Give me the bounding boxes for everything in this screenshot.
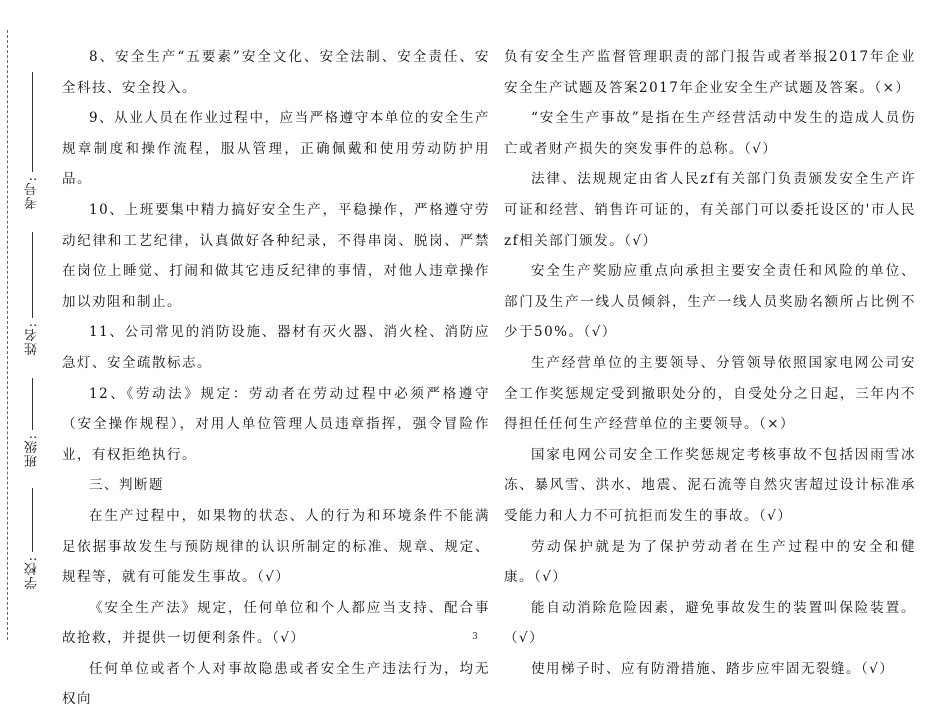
name-blank	[32, 232, 33, 318]
school-field	[12, 488, 52, 589]
right-column	[504, 42, 916, 684]
paragraph: 12、《劳动法》规定：劳动者在劳动过程中必须严格遵守（安全操作规程），对用人单位管理人员违章指挥，强令冒险作业，有权拒绝执行。	[62, 385, 490, 463]
school-label: 学校:	[24, 556, 40, 590]
paragraph: 国家电网公司安全工作奖惩规定考核事故不包括因雨雪冰冻、暴风雪、洪水、地震、泥石流等自然灾害超过设计标准承受能力和人力不可抗拒而发生的事故。（√）	[504, 446, 916, 524]
paragraph: 使用梯子时、应有防滑措施、踏步应牢固无裂缝。（√）	[531, 660, 895, 677]
paragraph: 11、公司常见的消防设施、器材有灭火器、消火栓、消防应急灯、安全疏散标志。	[62, 324, 490, 371]
binding-dashed-line	[7, 30, 8, 640]
left-column	[62, 42, 490, 715]
paragraph: 安全生产奖励应重点向承担主要安全责任和风险的单位、部门及生产一线人员倾斜，生产一线人员奖励名额所占比例不少于50%。（√）	[504, 263, 916, 341]
class-label: 班级:	[24, 434, 40, 468]
paragraph: “安全生产事故”是指在生产经营活动中发生的造成人员伤亡或者财产损失的突发事件的总称。（√）	[504, 110, 916, 157]
page-number: 3	[472, 632, 478, 642]
paragraph: 8、安全生产“五要素”安全文化、安全法制、安全责任、安全科技、安全投入。	[62, 49, 490, 96]
paragraph: 9、从业人员在作业过程中，应当严格遵守本单位的安全生产规章制度和操作流程，服从管理，正确佩戴和使用劳动防护用品。	[62, 110, 490, 188]
class-blank	[32, 378, 33, 430]
section-heading: 三、判断题	[89, 477, 164, 494]
paragraph: 生产经营单位的主要领导、分管领导依照国家电网公司安全工作奖惩规定受到撤职处分的，自受处分之日起，三年内不得担任任何生产经营单位的主要领导。（×）	[504, 354, 916, 433]
school-blank	[32, 488, 33, 552]
paragraph: 10、上班要集中精力搞好安全生产，平稳操作，严格遵守劳动纪律和工艺纪律，认真做好各种纪录，不得串岗、脱岗、严禁在岗位上睡觉、打闹和做其它违反纪律的事情，对他人违章操作加以劝阻和制止。	[62, 201, 490, 310]
paragraph: 劳动保护就是为了保护劳动者在生产过程中的安全和健康。（√）	[504, 538, 916, 586]
paragraph: 负有安全生产监督管理职责的部门报告或者举报2017年企业安全生产试题及答案2017年企业安全生产试题及答案。（×）	[504, 49, 916, 96]
exam-number-label: 考号:	[24, 176, 40, 210]
paragraph: 《安全生产法》规定，任何单位和个人都应当支持、配合事故抢救，并提供一切便利条件。（√）	[62, 599, 490, 647]
class-field	[12, 378, 52, 467]
name-field	[12, 232, 52, 355]
paragraph: 在生产过程中，如果物的状态、人的行为和环境条件不能满足依据事故发生与预防规律的认识所制定的标准、规章、规定、规程等，就有可能发生事故。（√）	[62, 507, 490, 586]
name-label: 姓名:	[24, 322, 40, 356]
paragraph: 任何单位或者个人对事故隐患或者安全生产违法行为，均无权向	[62, 660, 490, 708]
exam-number-blank	[32, 72, 33, 172]
paragraph: 法律、法规规定由省人民zf有关部门负责颁发安全生产许可证和经营、销售许可证的，有关部门可以委托设区的'市人民zf相关部门颁发。（√）	[504, 171, 916, 249]
exam-number-field	[12, 72, 52, 209]
paragraph: 能自动消除危险因素，避免事故发生的装置叫保险装置。（√）	[504, 599, 916, 647]
